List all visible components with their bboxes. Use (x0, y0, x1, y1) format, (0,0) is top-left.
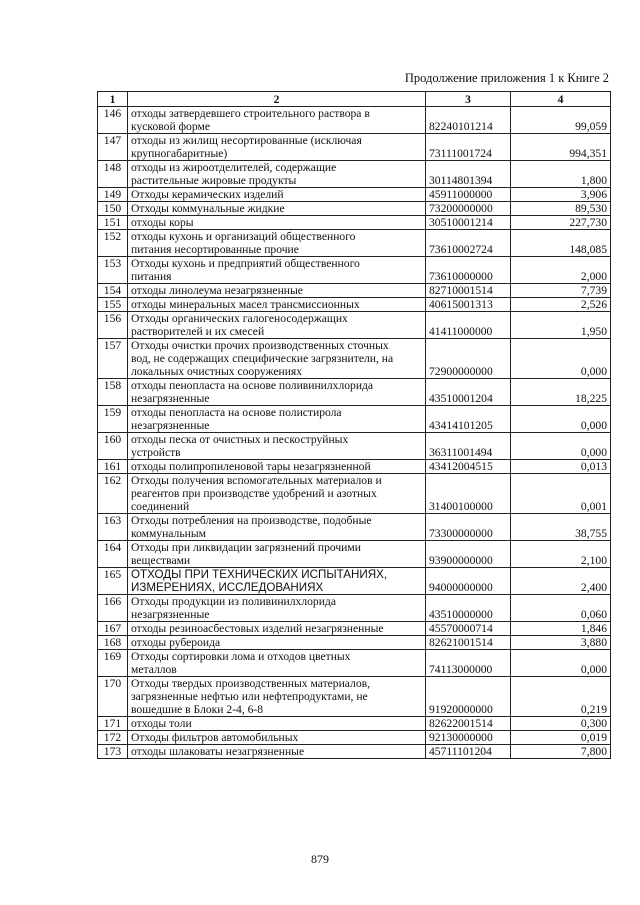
waste-name: Отходы сортировки лома и отходов цветных металлов (128, 650, 426, 677)
row-number: 173 (98, 745, 128, 759)
waste-code: 43412004515 (426, 460, 511, 474)
table-row (98, 568, 611, 595)
table-row (98, 257, 611, 284)
table-row (98, 433, 611, 460)
waste-code: 82240101214 (426, 107, 511, 134)
waste-name: отходы пенопласта на основе полистирола незагрязненные (128, 406, 426, 433)
table-row (98, 379, 611, 406)
waste-name: отходы из жироотделителей, содержащие растительные жировые продукты (128, 161, 426, 188)
waste-code: 30510001214 (426, 216, 511, 230)
row-number: 161 (98, 460, 128, 474)
table-row (98, 514, 611, 541)
table-row (98, 230, 611, 257)
column-header-2: 2 (128, 92, 426, 107)
waste-name: отходы минеральных масел трансмиссионных (128, 298, 426, 312)
waste-code: 82710001514 (426, 284, 511, 298)
table-row (98, 134, 611, 161)
row-number: 170 (98, 677, 128, 717)
table-row (98, 474, 611, 514)
table-row (98, 406, 611, 433)
waste-code: 94000000000 (426, 568, 511, 595)
row-number: 147 (98, 134, 128, 161)
waste-quantity: 18,225 (511, 379, 611, 406)
row-number: 157 (98, 339, 128, 379)
waste-code: 72900000000 (426, 339, 511, 379)
waste-name: отходы толи (128, 717, 426, 731)
waste-code: 43510001204 (426, 379, 511, 406)
row-number: 166 (98, 595, 128, 622)
waste-code: 73610000000 (426, 257, 511, 284)
row-number: 146 (98, 107, 128, 134)
row-number: 163 (98, 514, 128, 541)
waste-code: 82621001514 (426, 636, 511, 650)
row-number: 155 (98, 298, 128, 312)
row-number: 160 (98, 433, 128, 460)
table-row (98, 541, 611, 568)
table-row (98, 161, 611, 188)
waste-name: отходы кухонь и организаций общественного питания несортированные прочие (128, 230, 426, 257)
waste-code: 41411000000 (426, 312, 511, 339)
waste-code: 30114801394 (426, 161, 511, 188)
waste-quantity: 0,060 (511, 595, 611, 622)
table-row (98, 717, 611, 731)
waste-name: Отходы продукции из поливинилхлорида незагрязненные (128, 595, 426, 622)
waste-name: отходы затвердевшего строительного раствора в кусковой форме (128, 107, 426, 134)
table-row (98, 298, 611, 312)
waste-quantity: 7,739 (511, 284, 611, 298)
table-row (98, 284, 611, 298)
waste-table (97, 91, 611, 759)
row-number: 151 (98, 216, 128, 230)
waste-code: 45911000000 (426, 188, 511, 202)
row-number: 152 (98, 230, 128, 257)
waste-code: 93900000000 (426, 541, 511, 568)
waste-code: 43414101205 (426, 406, 511, 433)
waste-quantity: 0,000 (511, 339, 611, 379)
waste-code: 73610002724 (426, 230, 511, 257)
waste-code: 43510000000 (426, 595, 511, 622)
waste-quantity: 0,019 (511, 731, 611, 745)
row-number: 172 (98, 731, 128, 745)
waste-name: отходы песка от очистных и пескоструйных устройств (128, 433, 426, 460)
waste-name: Отходы при ликвидации загрязнений прочими веществами (128, 541, 426, 568)
waste-quantity: 99,059 (511, 107, 611, 134)
waste-quantity: 1,950 (511, 312, 611, 339)
row-number: 164 (98, 541, 128, 568)
row-number: 148 (98, 161, 128, 188)
waste-quantity: 89,530 (511, 202, 611, 216)
page-header: Продолжение приложения 1 к Книге 2 (404, 71, 609, 85)
waste-quantity: 2,000 (511, 257, 611, 284)
table-row (98, 339, 611, 379)
waste-quantity: 148,085 (511, 230, 611, 257)
waste-code: 45570000714 (426, 622, 511, 636)
row-number: 162 (98, 474, 128, 514)
waste-quantity: 0,001 (511, 474, 611, 514)
waste-quantity: 0,000 (511, 433, 611, 460)
table-row (98, 595, 611, 622)
waste-quantity: 1,800 (511, 161, 611, 188)
waste-name: Отходы органических галогеносодержащих растворителей и их смесей (128, 312, 426, 339)
waste-name: Отходы очистки прочих производственных сточных вод, не содержащих специфические загрязнители, на локальных очистных сооружениях (128, 339, 426, 379)
waste-code: 45711101204 (426, 745, 511, 759)
table-row (98, 677, 611, 717)
table-row (98, 622, 611, 636)
waste-quantity: 7,800 (511, 745, 611, 759)
waste-name: Отходы фильтров автомобильных (128, 731, 426, 745)
waste-quantity: 2,400 (511, 568, 611, 595)
table-row (98, 216, 611, 230)
row-number: 156 (98, 312, 128, 339)
waste-name: Отходы твердых производственных материалов, загрязненные нефтью или нефтепродуктами, не вошедшие в Блоки 2-4, 6-8 (128, 677, 426, 717)
row-number: 153 (98, 257, 128, 284)
row-number: 150 (98, 202, 128, 216)
waste-name: ОТХОДЫ ПРИ ТЕХНИЧЕСКИХ ИСПЫТАНИЯХ, ИЗМЕРЕНИЯХ, ИССЛЕДОВАНИЯХ (128, 568, 426, 595)
row-number: 169 (98, 650, 128, 677)
waste-name: Отходы керамических изделий (128, 188, 426, 202)
table-row (98, 107, 611, 134)
table-row (98, 650, 611, 677)
waste-quantity: 0,000 (511, 406, 611, 433)
waste-name: Отходы потребления на производстве, подобные коммунальным (128, 514, 426, 541)
waste-name: отходы резиноасбестовых изделий незагрязненные (128, 622, 426, 636)
waste-quantity: 0,013 (511, 460, 611, 474)
waste-code: 92130000000 (426, 731, 511, 745)
table-row (98, 731, 611, 745)
waste-quantity: 3,906 (511, 188, 611, 202)
waste-code: 31400100000 (426, 474, 511, 514)
waste-quantity: 0,000 (511, 650, 611, 677)
table-header-row (98, 92, 611, 107)
waste-name: отходы линолеума незагрязненные (128, 284, 426, 298)
table-row (98, 636, 611, 650)
waste-code: 36311001494 (426, 433, 511, 460)
waste-name: отходы из жилищ несортированные (исключая крупногабаритные) (128, 134, 426, 161)
column-header-3: 3 (426, 92, 511, 107)
waste-quantity: 994,351 (511, 134, 611, 161)
waste-name: отходы шлаковаты незагрязненные (128, 745, 426, 759)
waste-quantity: 2,526 (511, 298, 611, 312)
row-number: 154 (98, 284, 128, 298)
row-number: 168 (98, 636, 128, 650)
waste-name: отходы рубероида (128, 636, 426, 650)
table-row (98, 745, 611, 759)
waste-code: 73300000000 (426, 514, 511, 541)
waste-code: 73200000000 (426, 202, 511, 216)
row-number: 149 (98, 188, 128, 202)
waste-code: 91920000000 (426, 677, 511, 717)
row-number: 171 (98, 717, 128, 731)
waste-name: Отходы коммунальные жидкие (128, 202, 426, 216)
waste-name: отходы полипропиленовой тары незагрязненной (128, 460, 426, 474)
waste-quantity: 38,755 (511, 514, 611, 541)
column-header-1: 1 (98, 92, 128, 107)
table-row (98, 312, 611, 339)
waste-name: Отходы получения вспомогательных материалов и реагентов при производстве удобрений и азотных соединений (128, 474, 426, 514)
waste-code: 74113000000 (426, 650, 511, 677)
waste-name: отходы коры (128, 216, 426, 230)
row-number: 158 (98, 379, 128, 406)
waste-name: отходы пенопласта на основе поливинилхлорида незагрязненные (128, 379, 426, 406)
row-number: 167 (98, 622, 128, 636)
waste-quantity: 0,219 (511, 677, 611, 717)
waste-quantity: 2,100 (511, 541, 611, 568)
waste-code: 40615001313 (426, 298, 511, 312)
page-number: 879 (311, 852, 329, 866)
waste-quantity: 1,846 (511, 622, 611, 636)
waste-quantity: 3,880 (511, 636, 611, 650)
row-number: 159 (98, 406, 128, 433)
column-header-4: 4 (511, 92, 611, 107)
waste-quantity: 227,730 (511, 216, 611, 230)
table-row (98, 460, 611, 474)
row-number: 165 (98, 568, 128, 595)
waste-quantity: 0,300 (511, 717, 611, 731)
table-row (98, 202, 611, 216)
waste-name: Отходы кухонь и предприятий общественного питания (128, 257, 426, 284)
waste-code: 82622001514 (426, 717, 511, 731)
waste-code: 73111001724 (426, 134, 511, 161)
table-row (98, 188, 611, 202)
